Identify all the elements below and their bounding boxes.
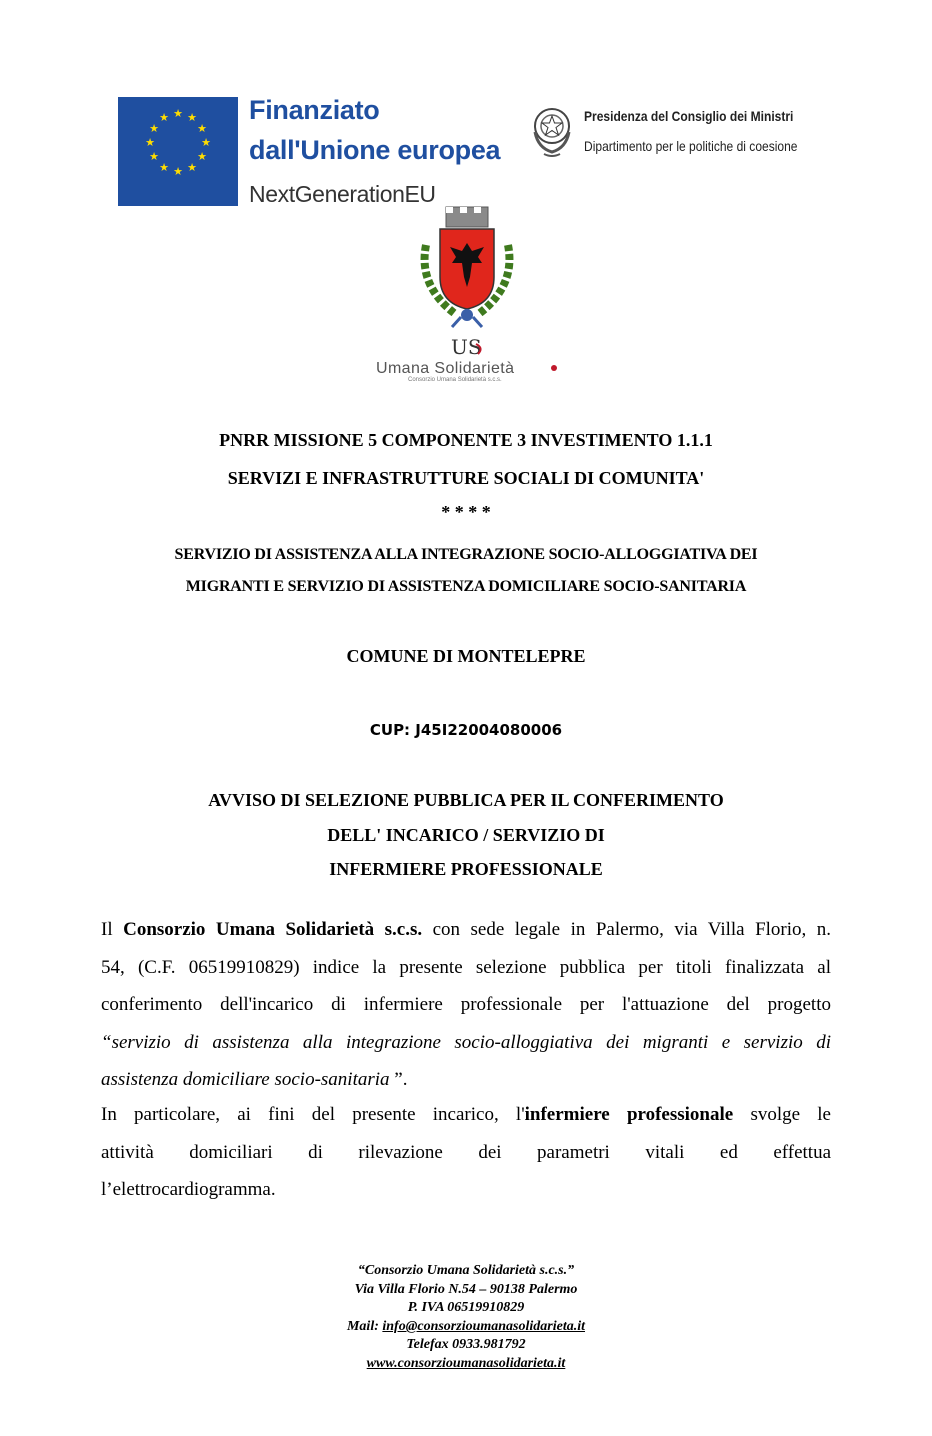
italian-republic-emblem-icon — [530, 102, 574, 160]
eu-flag-logo — [118, 97, 238, 206]
eu-star-icon: ★ — [149, 150, 159, 163]
gov-logo-line2: Dipartimento per le politiche di coesione — [584, 138, 798, 154]
body-line — [101, 911, 831, 949]
body-text: ”. — [394, 1069, 408, 1090]
montelepre-crest-icon — [412, 205, 522, 330]
footer-address: Via Villa Florio N.54 – 90138 Palermo — [354, 1282, 578, 1297]
eu-star-icon: ★ — [159, 111, 169, 124]
footer-company: “Consorzio Umana Solidarietà s.c.s.” — [357, 1263, 575, 1278]
body-line — [101, 1061, 831, 1099]
body-text: Il — [101, 919, 124, 940]
service-title-line1: SERVIZIO DI ASSISTENZA ALLA INTEGRAZIONE SOCIO-ALLOGGIATIVA DEI — [174, 546, 758, 563]
avviso-title-line1: AVVISO DI SELEZIONE PUBBLICA PER IL CONFERIMENTO — [208, 790, 724, 810]
body-line: l’elettrocardiogramma. — [101, 1179, 276, 1200]
cup-code: CUP: J45I22004080006 — [369, 721, 563, 739]
eu-star-icon: ★ — [197, 150, 207, 163]
title-servizi-infrastrutture: SERVIZI E INFRASTRUTTURE SOCIALI DI COMUNITA' — [227, 468, 705, 488]
us-logo-subtitle: Consorzio Umana Solidarietà s.c.s. — [408, 377, 502, 383]
body-line: 54, (C.F. 06519910829) indice la presente selezione pubblica per titoli finalizzata al — [101, 956, 831, 978]
gov-logo-line1: Presidenza del Consiglio dei Ministri — [584, 108, 794, 124]
eu-star-icon: ★ — [197, 122, 207, 135]
title-pnrr: PNRR MISSIONE 5 COMPONENTE 3 INVESTIMENTO 1.1.1 — [219, 430, 713, 450]
eu-star-icon: ★ — [159, 161, 169, 174]
us-logo-initials: US — [451, 335, 482, 359]
body-line — [101, 1096, 831, 1134]
footer-telefax: Telefax 0933.981792 — [406, 1337, 526, 1352]
project-title-italic: assistenza domiciliare socio-sanitaria — [101, 1069, 395, 1090]
avviso-title-line2: DELL' INCARICO / SERVIZIO DI — [327, 825, 605, 845]
body-paragraph-2 — [101, 1096, 831, 1209]
eu-logo-line3: NextGenerationEU — [249, 181, 436, 207]
comune-title: COMUNE DI MONTELEPRE — [346, 646, 586, 666]
body-text: svolge le — [733, 1104, 831, 1125]
eu-star-icon: ★ — [187, 161, 197, 174]
eu-star-icon: ★ — [201, 136, 211, 149]
eu-star-icon: ★ — [149, 122, 159, 135]
footer-mail-label: Mail: — [346, 1319, 383, 1334]
role-name: infermiere professionale — [524, 1104, 734, 1125]
eu-star-icon: ★ — [173, 165, 183, 178]
avviso-title-line3: INFERMIERE PROFESSIONALE — [329, 859, 603, 879]
footer-website-link[interactable]: www.consorzioumanasolidarieta.it — [366, 1356, 566, 1371]
body-text: In particolare, ai fini del presente incarico, l' — [101, 1104, 525, 1125]
service-title-line2: MIGRANTI E SERVIZIO DI ASSISTENZA DOMICILIARE SOCIO-SANITARIA — [185, 578, 747, 595]
footer-email-link[interactable]: info@consorzioumanasolidarieta.it — [382, 1319, 586, 1334]
us-logo-name: Umana Solidarietà — [376, 360, 515, 377]
body-line: “servizio di assistenza alla integrazione socio-alloggiativa dei migranti e servizio di — [101, 1031, 831, 1053]
body-text: con sede legale in Palermo, via Villa Florio, n. — [422, 919, 831, 940]
body-paragraph-1 — [101, 911, 831, 1099]
consortium-name: Consorzio Umana Solidarietà s.c.s. — [123, 919, 423, 940]
eu-logo-line2: dall'Unione europea — [249, 135, 501, 165]
eu-star-icon: ★ — [173, 107, 183, 120]
eu-star-icon: ★ — [187, 111, 197, 124]
footer-vat: P. IVA 06519910829 — [407, 1300, 525, 1315]
body-line: attività domiciliari di rilevazione dei parametri vitali ed effettua — [101, 1141, 831, 1163]
eu-star-icon: ★ — [145, 136, 155, 149]
footer-mail — [0, 1318, 932, 1337]
title-separator-stars: * * * * — [441, 502, 491, 522]
body-line: conferimento dell'incarico di infermiere professionale per l'attuazione del progetto — [101, 994, 831, 1015]
eu-logo-line1: Finanziato — [249, 95, 380, 125]
